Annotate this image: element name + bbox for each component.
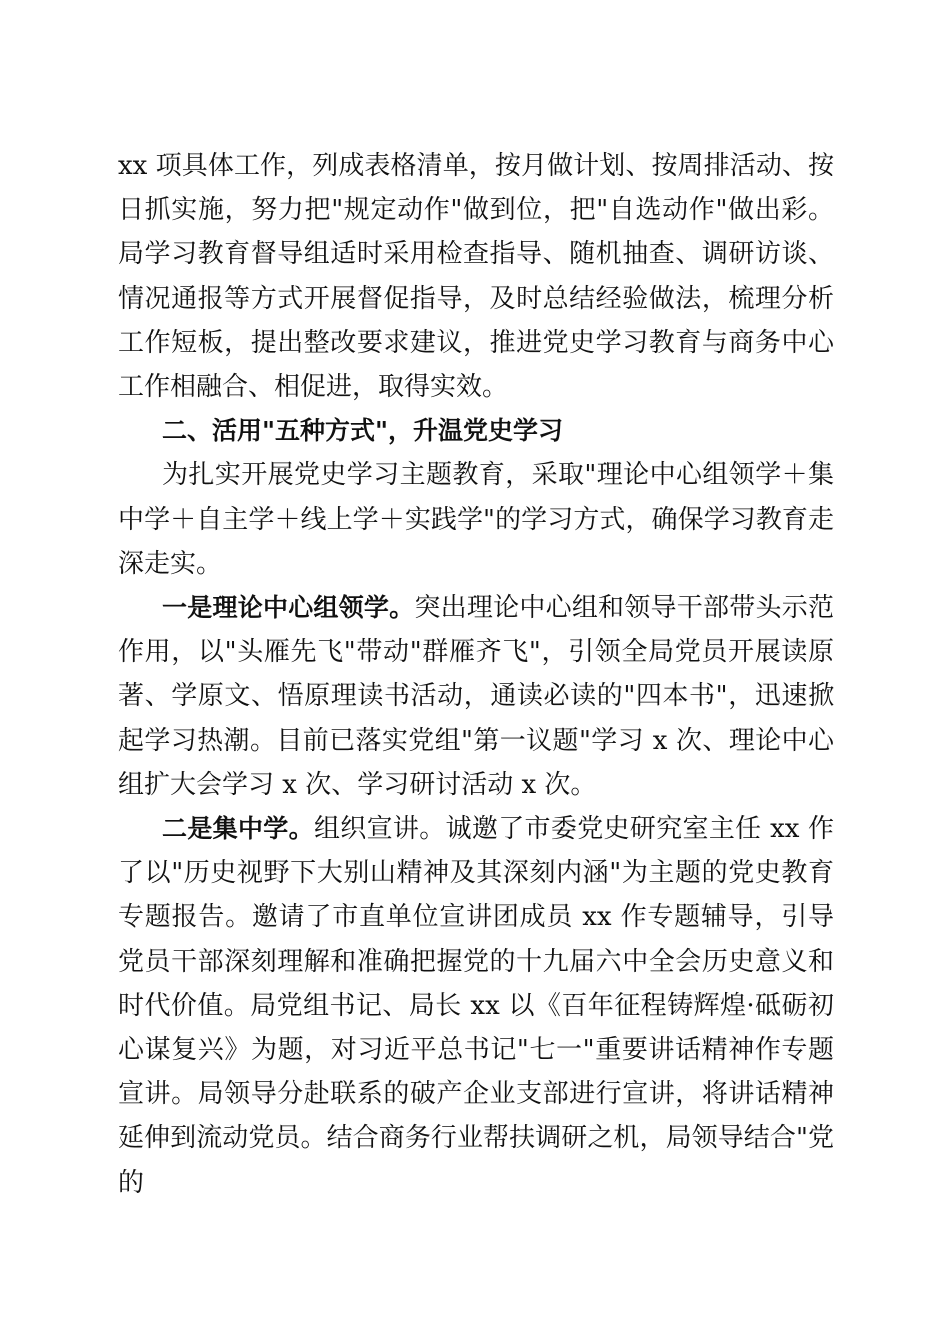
paragraph-text-theory-group: 突出理论中心组和领导干部带头示范作用，以"头雁先飞"带动"群雁齐飞"，引领全局党员开展读原著、学原文、悟原理读书活动，通读必读的"四本书"，迅速掀起学习热潮。目前已落实党组"第一议题"学习 x 次、理论中心组扩大会学习 x 次、学习研讨活动 x 次。 [118,593,834,800]
document-body [118,144,834,1205]
paragraph-text-centralized-study: 组织宣讲。诚邀了市委党史研究室主任 xx 作了以"历史视野下大别山精神及其深刻内涵"为主题的党史教育专题报告。邀请了市直单位宣讲团成员 xx 作专题辅导，引导党员干部深刻理解和准确把握党的十九届六中全会历史意义和时代价值。局党组书记、局长 xx 以《百年征程铸辉煌·砥砺初心谋复兴》为题，对习近平总书记"七一"重要讲话精神作专题宣讲。局领导分赴联系的破产企业支部进行宣讲，将讲话精神延伸到流动党员。结合商务行业帮扶调研之机，局领导结合"党的 [118,814,834,1198]
paragraph-lead-centralized-study: 二是集中学。 [162,814,314,844]
section-heading-five-methods: 二、活用"五种方式"，升温党史学习 [162,416,564,446]
paragraph-theory-group [118,586,834,807]
paragraph-centralized-study [118,807,834,1205]
paragraph-lead-theory-group: 一是理论中心组领学。 [162,593,415,623]
paragraph-learning-methods: 为扎实开展党史学习主题教育，采取"理论中心组领学＋集中学＋自主学＋线上学＋实践学"的学习方式，确保学习教育走深走实。 [118,460,834,579]
paragraph-work-list: xx 项具体工作，列成表格清单，按月做计划、按周排活动、按日抓实施，努力把"规定动作"做到位，把"自选动作"做出彩。局学习教育督导组适时采用检查指导、随机抽查、调研访谈、情况通报等方式开展督促指导，及时总结经验做法，梳理分析工作短板，提出整改要求建议，推进党史学习教育与商务中心工作相融合、相促进，取得实效。 [118,151,834,403]
